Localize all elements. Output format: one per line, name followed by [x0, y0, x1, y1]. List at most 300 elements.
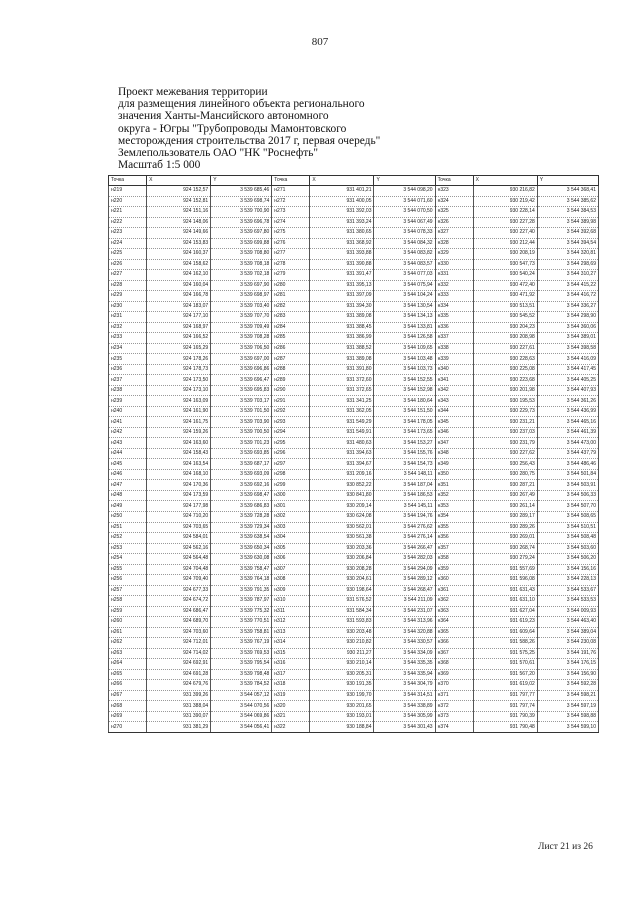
cell-x: 930 227,40: [473, 228, 537, 239]
project-title-block: [118, 86, 498, 171]
table-row: [109, 228, 599, 239]
cell-point: н221: [109, 207, 147, 218]
cell-point: н288: [272, 364, 310, 375]
cell-y: 3 544 173,65: [374, 427, 435, 438]
table-row: [109, 648, 599, 659]
cell-x: 924 152,57: [147, 186, 211, 197]
header-point: Точка: [109, 176, 147, 186]
cell-point: н356: [435, 533, 473, 544]
cell-y: 3 539 764,18: [211, 575, 272, 586]
table-row: [109, 480, 599, 491]
cell-point: н226: [109, 259, 147, 270]
cell-x: 930 287,21: [473, 480, 537, 491]
cell-x: 924 151,16: [147, 207, 211, 218]
cell-point: н340: [435, 364, 473, 375]
cell-point: н272: [272, 196, 310, 207]
cell-x: 924 160,37: [147, 249, 211, 260]
cell-y: 3 544 156,90: [537, 669, 598, 680]
cell-x: 930 191,35: [310, 680, 374, 691]
cell-y: 3 539 703,90: [211, 417, 272, 428]
cell-y: 3 544 103,73: [374, 364, 435, 375]
cell-y: 3 539 702,18: [211, 270, 272, 281]
cell-point: н332: [435, 280, 473, 291]
cell-y: 3 544 070,50: [374, 207, 435, 218]
cell-point: н295: [272, 438, 310, 449]
sheet-counter: Лист 21 из 26: [538, 842, 593, 852]
cell-point: н239: [109, 396, 147, 407]
table-row: [109, 207, 599, 218]
cell-point: н291: [272, 396, 310, 407]
cell-y: 3 544 416,72: [537, 291, 598, 302]
cell-x: 924 692,91: [147, 659, 211, 670]
cell-x: 930 231,21: [473, 417, 537, 428]
cell-x: 930 852,22: [310, 480, 374, 491]
cell-x: 924 161,75: [147, 417, 211, 428]
cell-point: н252: [109, 533, 147, 544]
cell-point: н267: [109, 690, 147, 701]
cell-y: 3 544 336,27: [537, 301, 598, 312]
cell-point: н266: [109, 680, 147, 691]
cell-y: 3 544 368,41: [537, 186, 598, 197]
cell-y: 3 544 077,03: [374, 270, 435, 281]
cell-point: н257: [109, 585, 147, 596]
cell-x: 930 208,19: [473, 249, 537, 260]
cell-y: 3 544 156,16: [537, 564, 598, 575]
cell-y: 3 544 533,53: [537, 596, 598, 607]
table-row: [109, 469, 599, 480]
cell-x: 924 163,60: [147, 438, 211, 449]
cell-x: 931 549,29: [310, 417, 374, 428]
cell-point: н243: [109, 438, 147, 449]
cell-y: 3 539 758,81: [211, 627, 272, 638]
table-row: [109, 701, 599, 712]
cell-point: н236: [109, 364, 147, 375]
cell-x: 930 256,43: [473, 459, 537, 470]
cell-point: н248: [109, 490, 147, 501]
cell-y: 3 544 230,08: [537, 638, 598, 649]
cell-x: 931 575,25: [473, 648, 537, 659]
cell-y: 3 544 503,91: [537, 480, 598, 491]
cell-point: н319: [272, 690, 310, 701]
cell-x: 924 562,16: [147, 543, 211, 554]
cell-point: н241: [109, 417, 147, 428]
cell-y: 3 539 638,54: [211, 533, 272, 544]
cell-y: 3 544 592,28: [537, 680, 598, 691]
cell-y: 3 544 360,06: [537, 322, 598, 333]
cell-y: 3 544 152,98: [374, 385, 435, 396]
cell-y: 3 544 436,99: [537, 406, 598, 417]
cell-x: 931 381,29: [147, 722, 211, 733]
cell-y: 3 544 155,76: [374, 448, 435, 459]
cell-y: 3 544 056,41: [211, 722, 272, 733]
cell-point: н261: [109, 627, 147, 638]
cell-point: н290: [272, 385, 310, 396]
cell-x: 930 545,52: [473, 312, 537, 323]
cell-x: 924 679,76: [147, 680, 211, 691]
cell-point: н360: [435, 575, 473, 586]
cell-point: н335: [435, 312, 473, 323]
cell-point: н366: [435, 638, 473, 649]
cell-y: 3 544 133,81: [374, 322, 435, 333]
cell-y: 3 544 501,84: [537, 469, 598, 480]
cell-point: н348: [435, 448, 473, 459]
cell-point: н269: [109, 711, 147, 722]
table-row: [109, 427, 599, 438]
cell-point: н251: [109, 522, 147, 533]
table-row: [109, 364, 599, 375]
cell-point: н337: [435, 333, 473, 344]
cell-y: 3 539 698,47: [211, 490, 272, 501]
cell-y: 3 544 067,49: [374, 217, 435, 228]
cell-x: 930 472,40: [473, 280, 537, 291]
header-x: X: [310, 176, 374, 186]
table-row: [109, 680, 599, 691]
header-y: Y: [211, 176, 272, 186]
cell-x: 931 557,69: [473, 564, 537, 575]
cell-y: 3 539 695,83: [211, 385, 272, 396]
cell-x: 931 390,07: [147, 711, 211, 722]
cell-point: н338: [435, 343, 473, 354]
cell-x: 924 153,83: [147, 238, 211, 249]
cell-x: 930 223,68: [473, 375, 537, 386]
cell-point: н305: [272, 543, 310, 554]
cell-y: 3 539 703,40: [211, 301, 272, 312]
cell-x: 924 173,10: [147, 385, 211, 396]
title-line: для размещения линейного объекта регионального: [118, 98, 365, 111]
header-point: Точка: [272, 176, 310, 186]
table-row: [109, 511, 599, 522]
cell-point: н317: [272, 669, 310, 680]
cell-x: 931 631,10: [473, 596, 537, 607]
cell-x: 924 170,36: [147, 480, 211, 491]
cell-y: 3 544 463,40: [537, 617, 598, 628]
cell-x: 931 400,05: [310, 196, 374, 207]
table-row: [109, 596, 599, 607]
cell-point: н240: [109, 406, 147, 417]
cell-point: н336: [435, 322, 473, 333]
cell-point: н235: [109, 354, 147, 365]
cell-y: 3 544 507,70: [537, 501, 598, 512]
cell-y: 3 544 211,09: [374, 596, 435, 607]
table-body: [109, 186, 599, 733]
cell-y: 3 544 148,11: [374, 469, 435, 480]
cell-x: 930 204,61: [310, 575, 374, 586]
cell-y: 3 544 385,62: [537, 196, 598, 207]
table-row: [109, 543, 599, 554]
cell-point: н277: [272, 249, 310, 260]
cell-y: 3 539 706,50: [211, 343, 272, 354]
cell-x: 930 212,44: [473, 238, 537, 249]
cell-point: н325: [435, 207, 473, 218]
cell-y: 3 539 693,85: [211, 448, 272, 459]
scale-line: Масштаб 1:5 000: [118, 159, 201, 172]
cell-point: н275: [272, 228, 310, 239]
cell-point: н371: [435, 690, 473, 701]
cell-y: 3 544 294,09: [374, 564, 435, 575]
cell-y: 3 539 700,90: [211, 207, 272, 218]
cell-y: 3 539 791,35: [211, 585, 272, 596]
cell-x: 924 703,60: [147, 627, 211, 638]
cell-point: н255: [109, 564, 147, 575]
cell-point: н299: [272, 480, 310, 491]
cell-point: н284: [272, 322, 310, 333]
cell-x: 931 567,20: [473, 669, 537, 680]
cell-x: 931 401,21: [310, 186, 374, 197]
title-line: округа - Югры "Трубопроводы Мамонтовского: [118, 122, 347, 135]
cell-y: 3 544 075,94: [374, 280, 435, 291]
cell-x: 924 148,06: [147, 217, 211, 228]
cell-point: н370: [435, 680, 473, 691]
cell-point: н368: [435, 659, 473, 670]
cell-y: 3 544 417,45: [537, 364, 598, 375]
cell-x: 924 677,33: [147, 585, 211, 596]
cell-point: н258: [109, 596, 147, 607]
cell-y: 3 544 282,03: [374, 554, 435, 565]
cell-x: 930 289,26: [473, 522, 537, 533]
cell-x: 930 237,03: [473, 427, 537, 438]
cell-x: 931 362,05: [310, 406, 374, 417]
cell-point: н355: [435, 522, 473, 533]
cell-point: н349: [435, 459, 473, 470]
cell-x: 924 709,40: [147, 575, 211, 586]
cell-point: н363: [435, 606, 473, 617]
table-row: [109, 333, 599, 344]
cell-y: 3 544 508,48: [537, 533, 598, 544]
cell-x: 930 228,14: [473, 207, 537, 218]
cell-y: 3 544 298,90: [537, 312, 598, 323]
cell-y: 3 539 686,83: [211, 501, 272, 512]
cell-y: 3 539 701,23: [211, 438, 272, 449]
cell-point: н329: [435, 249, 473, 260]
cell-x: 931 797,77: [473, 690, 537, 701]
cell-point: н224: [109, 238, 147, 249]
cell-x: 924 177,10: [147, 312, 211, 323]
cell-y: 3 544 104,24: [374, 291, 435, 302]
cell-point: н322: [272, 722, 310, 733]
cell-x: 930 205,31: [310, 669, 374, 680]
cell-x: 931 593,83: [310, 617, 374, 628]
cell-point: н254: [109, 554, 147, 565]
header-point: Точка: [435, 176, 473, 186]
cell-point: н298: [272, 469, 310, 480]
cell-x: 930 561,38: [310, 533, 374, 544]
table-row: [109, 606, 599, 617]
cell-point: н278: [272, 259, 310, 270]
cell-point: н321: [272, 711, 310, 722]
cell-x: 930 227,28: [473, 217, 537, 228]
table-row: [109, 301, 599, 312]
cell-y: 3 544 176,15: [537, 659, 598, 670]
cell-y: 3 539 700,50: [211, 427, 272, 438]
cell-point: н230: [109, 301, 147, 312]
cell-point: н312: [272, 617, 310, 628]
cell-y: 3 544 334,09: [374, 648, 435, 659]
cell-x: 930 624,08: [310, 511, 374, 522]
cell-y: 3 539 729,34: [211, 522, 272, 533]
cell-y: 3 544 103,48: [374, 354, 435, 365]
cell-point: н219: [109, 186, 147, 197]
cell-x: 931 341,25: [310, 396, 374, 407]
cell-x: 924 691,28: [147, 669, 211, 680]
cell-point: н280: [272, 280, 310, 291]
cell-point: н264: [109, 659, 147, 670]
cell-y: 3 544 437,79: [537, 448, 598, 459]
cell-y: 3 544 276,62: [374, 522, 435, 533]
cell-point: н302: [272, 511, 310, 522]
cell-x: 930 227,61: [473, 343, 537, 354]
cell-y: 3 544 389,01: [537, 333, 598, 344]
cell-x: 924 166,52: [147, 333, 211, 344]
cell-y: 3 544 301,43: [374, 722, 435, 733]
table-row: [109, 575, 599, 586]
cell-point: н220: [109, 196, 147, 207]
cell-x: 924 168,97: [147, 322, 211, 333]
cell-x: 930 227,62: [473, 448, 537, 459]
cell-point: н265: [109, 669, 147, 680]
cell-x: 931 631,43: [473, 585, 537, 596]
cell-point: н308: [272, 575, 310, 586]
cell-x: 930 228,63: [473, 354, 537, 365]
cell-x: 931 395,13: [310, 280, 374, 291]
cell-x: 930 210,82: [310, 638, 374, 649]
header-y: Y: [537, 176, 598, 186]
table-row: [109, 585, 599, 596]
cell-x: 930 208,98: [473, 333, 537, 344]
cell-point: н297: [272, 459, 310, 470]
cell-y: 3 544 394,54: [537, 238, 598, 249]
cell-y: 3 544 078,33: [374, 228, 435, 239]
cell-x: 931 397,09: [310, 291, 374, 302]
cell-point: н225: [109, 249, 147, 260]
table-row: [109, 438, 599, 449]
cell-x: 931 596,08: [473, 575, 537, 586]
cell-x: 930 201,65: [310, 701, 374, 712]
cell-y: 3 544 298,69: [537, 259, 598, 270]
cell-x: 930 540,24: [473, 270, 537, 281]
cell-x: 930 203,36: [310, 543, 374, 554]
table-row: [109, 627, 599, 638]
cell-y: 3 539 701,50: [211, 406, 272, 417]
header-x: X: [473, 176, 537, 186]
cell-x: 931 372,65: [310, 385, 374, 396]
cell-x: 931 790,39: [473, 711, 537, 722]
cell-y: 3 544 506,33: [537, 490, 598, 501]
cell-point: н259: [109, 606, 147, 617]
cell-x: 930 211,27: [310, 648, 374, 659]
table-row: [109, 554, 599, 565]
cell-y: 3 539 699,88: [211, 238, 272, 249]
cell-y: 3 539 767,19: [211, 638, 272, 649]
cell-point: н263: [109, 648, 147, 659]
cell-y: 3 544 389,98: [537, 217, 598, 228]
cell-y: 3 539 728,28: [211, 511, 272, 522]
cell-y: 3 539 696,86: [211, 364, 272, 375]
cell-point: н327: [435, 228, 473, 239]
cell-x: 930 471,92: [473, 291, 537, 302]
cell-y: 3 539 784,52: [211, 680, 272, 691]
cell-y: 3 544 071,60: [374, 196, 435, 207]
cell-x: 924 158,62: [147, 259, 211, 270]
cell-point: н374: [435, 722, 473, 733]
cell-x: 931 797,74: [473, 701, 537, 712]
cell-point: н270: [109, 722, 147, 733]
cell-y: 3 544 473,00: [537, 438, 598, 449]
table-row: [109, 448, 599, 459]
cell-x: 931 790,48: [473, 722, 537, 733]
cell-point: н354: [435, 511, 473, 522]
cell-x: 924 183,07: [147, 301, 211, 312]
cell-y: 3 544 057,12: [211, 690, 272, 701]
cell-x: 924 163,54: [147, 459, 211, 470]
cell-point: н262: [109, 638, 147, 649]
cell-x: 931 619,02: [473, 680, 537, 691]
cell-y: 3 544 314,51: [374, 690, 435, 701]
cell-x: 924 152,81: [147, 196, 211, 207]
cell-y: 3 539 697,90: [211, 280, 272, 291]
cell-y: 3 544 416,09: [537, 354, 598, 365]
cell-x: 930 231,79: [473, 438, 537, 449]
table-row: [109, 354, 599, 365]
cell-y: 3 544 407,93: [537, 385, 598, 396]
cell-y: 3 539 795,54: [211, 659, 272, 670]
cell-point: н222: [109, 217, 147, 228]
table-row: [109, 564, 599, 575]
cell-x: 930 204,23: [473, 322, 537, 333]
cell-y: 3 539 650,34: [211, 543, 272, 554]
cell-point: н286: [272, 343, 310, 354]
cell-y: 3 539 709,49: [211, 322, 272, 333]
cell-y: 3 544 415,22: [537, 280, 598, 291]
cell-x: 931 394,67: [310, 459, 374, 470]
table-header-row: [109, 176, 599, 186]
cell-x: 931 588,26: [473, 638, 537, 649]
cell-point: н304: [272, 533, 310, 544]
cell-x: 931 372,60: [310, 375, 374, 386]
table-row: [109, 312, 599, 323]
cell-x: 924 704,48: [147, 564, 211, 575]
cell-x: 924 173,59: [147, 490, 211, 501]
cell-y: 3 544 599,10: [537, 722, 598, 733]
cell-y: 3 544 465,16: [537, 417, 598, 428]
cell-point: н276: [272, 238, 310, 249]
cell-point: н314: [272, 638, 310, 649]
cell-point: н353: [435, 501, 473, 512]
cell-x: 931 209,16: [310, 469, 374, 480]
cell-x: 930 188,84: [310, 722, 374, 733]
cell-point: н256: [109, 575, 147, 586]
cell-y: 3 544 508,65: [537, 511, 598, 522]
cell-point: н301: [272, 501, 310, 512]
cell-y: 3 544 330,57: [374, 638, 435, 649]
cell-y: 3 544 335,94: [374, 669, 435, 680]
cell-y: 3 539 708,28: [211, 333, 272, 344]
cell-point: н253: [109, 543, 147, 554]
cell-y: 3 544 597,19: [537, 701, 598, 712]
cell-y: 3 544 461,39: [537, 427, 598, 438]
cell-x: 924 674,72: [147, 596, 211, 607]
cell-x: 931 393,24: [310, 217, 374, 228]
cell-point: н351: [435, 480, 473, 491]
cell-x: 924 160,04: [147, 280, 211, 291]
cell-point: н346: [435, 427, 473, 438]
table-row: [109, 669, 599, 680]
cell-x: 924 158,43: [147, 448, 211, 459]
cell-y: 3 544 533,67: [537, 585, 598, 596]
cell-x: 931 576,52: [310, 596, 374, 607]
cell-point: н369: [435, 669, 473, 680]
table-row: [109, 638, 599, 649]
cell-y: 3 539 685,46: [211, 186, 272, 197]
